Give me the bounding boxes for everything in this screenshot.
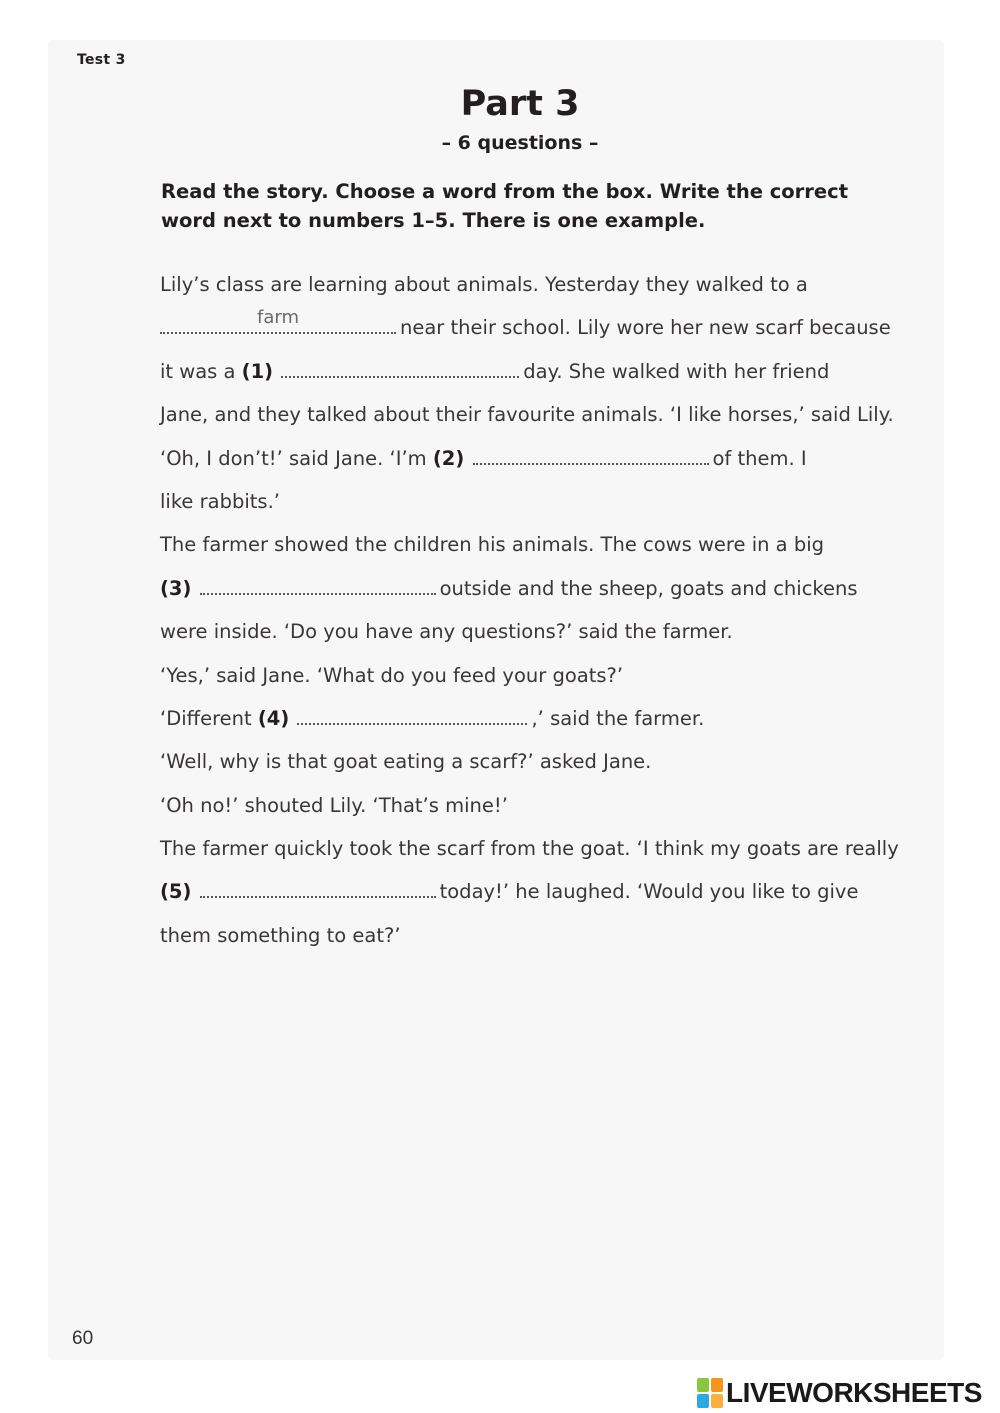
story-text: ‘Oh, I don’t!’ said Jane. ‘I’m: [160, 446, 427, 470]
page-subtitle: – 6 questions –: [441, 132, 599, 154]
story-text: The farmer quickly took the scarf from the goat. ‘I think my goats are really: [160, 837, 899, 861]
answer-blank-2[interactable]: [473, 441, 709, 465]
answer-blank-4[interactable]: [297, 701, 527, 725]
test-label: Test 3: [77, 52, 126, 68]
story-line: [160, 354, 890, 397]
example-blank: [160, 307, 396, 334]
answer-blank-3[interactable]: [200, 571, 436, 595]
story-line: [160, 614, 890, 657]
answer-blank-1[interactable]: [281, 354, 519, 378]
story-line: [160, 744, 890, 787]
story-line: [160, 788, 890, 831]
story-text: Lily’s class are learning about animals. Yesterday they walked to a: [160, 273, 808, 296]
page-title: Part 3: [460, 84, 580, 124]
story-line: [160, 874, 890, 917]
story-text: ,’ said the farmer.: [531, 706, 705, 730]
example-answer: farm: [257, 307, 299, 329]
story: [160, 267, 899, 961]
story-line: [160, 701, 890, 744]
liveworksheets-logo-icon: [697, 1378, 723, 1408]
story-text: The farmer showed the children his animals. The cows were in a big: [160, 533, 824, 557]
story-text: like rabbits.’: [160, 489, 280, 513]
story-line: [160, 441, 890, 484]
story-text: it was a: [160, 359, 236, 383]
story-text: outside and the sheep, goats and chickens: [439, 576, 858, 600]
question-number-1: (1): [241, 359, 274, 383]
answer-blank-5[interactable]: [200, 874, 436, 898]
story-line: [160, 918, 890, 961]
story-text: ‘Oh no!’ shouted Lily. ‘That’s mine!’: [160, 793, 508, 817]
story-text: ‘Well, why is that goat eating a scarf?’ asked Jane.: [160, 750, 652, 774]
story-line: [160, 397, 894, 440]
story-text: of them. I: [712, 446, 807, 470]
page-number: 60: [72, 1328, 94, 1349]
story-text: today!’ he laughed. ‘Would you like to give: [439, 880, 859, 904]
story-text: near their school. Lily wore her new scarf because: [400, 316, 891, 340]
story-line: [160, 571, 890, 614]
story-line: [160, 527, 890, 570]
story-line: [160, 658, 890, 701]
liveworksheets-wordmark: LIVEWORKSHEETS: [726, 1377, 982, 1408]
question-number-5: (5): [160, 880, 192, 904]
liveworksheets-brand[interactable]: [697, 1376, 982, 1410]
story-text: ‘Yes,’ said Jane. ‘What do you feed your goats?’: [160, 663, 624, 687]
story-line: [160, 307, 891, 353]
instructions: Read the story. Choose a word from the box. Write the correct word next to numbers 1–5. There is one example.: [161, 180, 849, 232]
story-text: day. She walked with her friend: [523, 359, 830, 383]
question-number-4: (4): [257, 706, 290, 730]
story-text: ‘Different: [160, 706, 252, 730]
story-text: Jane, and they talked about their favourite animals. ‘I like horses,’ said Lily.: [160, 403, 894, 427]
story-text: were inside. ‘Do you have any questions?’ said the farmer.: [160, 620, 733, 644]
story-line: [160, 484, 890, 527]
question-number-2: (2): [432, 446, 465, 470]
story-line: [160, 831, 899, 874]
question-number-3: (3): [160, 576, 192, 600]
story-text: them something to eat?’: [160, 923, 401, 947]
